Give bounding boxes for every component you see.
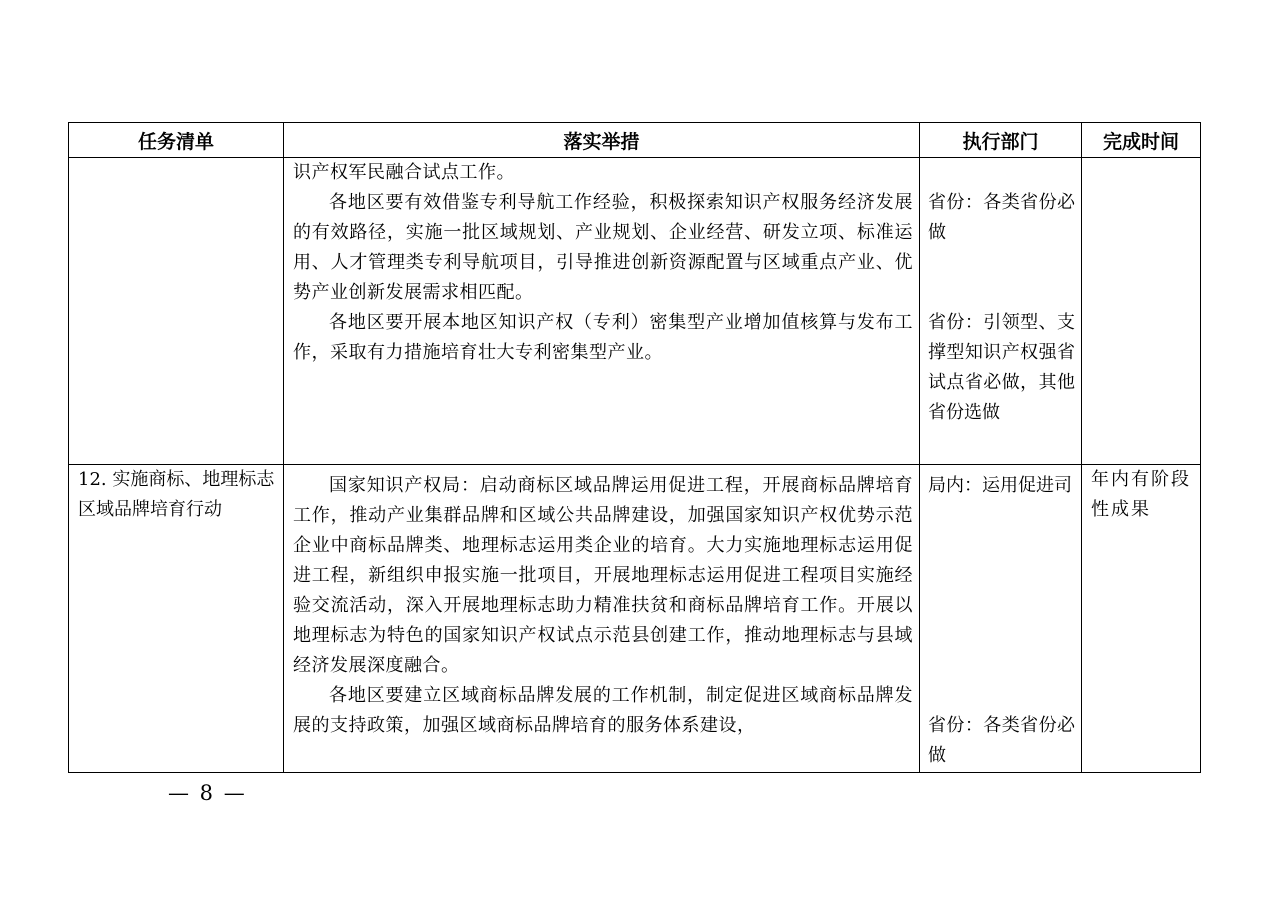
time-cell — [1082, 158, 1201, 465]
measures-cell — [284, 158, 920, 465]
task-title: 12. 实施商标、地理标志区域品牌培育行动 — [78, 469, 275, 520]
header-time: 完成时间 — [1082, 123, 1201, 158]
dept-entry: 局内：运用促进司 — [928, 475, 1072, 496]
header-measures: 落实举措 — [284, 123, 920, 158]
dept-entry: 省份：引领型、支撑型知识产权强省试点省必做，其他省份选做 — [928, 312, 1075, 423]
task-cell — [69, 465, 284, 773]
task-table — [68, 122, 1201, 773]
measures-cell — [284, 465, 920, 773]
page-number: — 8 — — [168, 781, 247, 805]
completion-time: 年内有阶段性成果 — [1091, 469, 1191, 520]
measure-paragraph: 各地区要开展本地区知识产权（专利）密集型产业增加值核算与发布工作，采取有力措施培育壮大专利密集型产业。 — [293, 312, 913, 363]
time-cell — [1082, 465, 1201, 773]
measure-paragraph: 各地区要有效借鉴专利导航工作经验，积极探索知识产权服务经济发展的有效路径，实施一批区域规划、产业规划、企业经营、研发立项、标准运用、人才管理类专利导航项目，引导推进创新资源配置与区域重点产业、优势产业创新发展需求相匹配。 — [293, 192, 913, 303]
dept-entry: 省份：各类省份必做 — [928, 715, 1075, 766]
header-row — [69, 123, 1201, 158]
dept-cell — [920, 465, 1082, 773]
table-row — [69, 465, 1201, 773]
dept-entry: 省份：各类省份必做 — [928, 192, 1075, 243]
dept-cell — [920, 158, 1082, 465]
measure-paragraph: 国家知识产权局：启动商标区域品牌运用促进工程，开展商标品牌培育工作，推动产业集群品牌和区域公共品牌建设，加强国家知识产权优势示范企业中商标品牌类、地理标志运用类企业的培育。大力实施地理标志运用促进工程，新组织申报实施一批项目，开展地理标志运用促进工程项目实施经验交流活动，深入开展地理标志助力精准扶贫和商标品牌培育工作。开展以地理标志为特色的国家知识产权试点示范县创建工作，推动地理标志与县域经济发展深度融合。 — [293, 475, 913, 676]
task-cell — [69, 158, 284, 465]
header-dept: 执行部门 — [920, 123, 1082, 158]
table-row — [69, 158, 1201, 465]
header-task: 任务清单 — [69, 123, 284, 158]
measure-paragraph: 识产权军民融合试点工作。 — [293, 162, 515, 183]
measure-paragraph: 各地区要建立区域商标品牌发展的工作机制，制定促进区域商标品牌发展的支持政策，加强区域商标品牌培育的服务体系建设， — [293, 685, 913, 736]
